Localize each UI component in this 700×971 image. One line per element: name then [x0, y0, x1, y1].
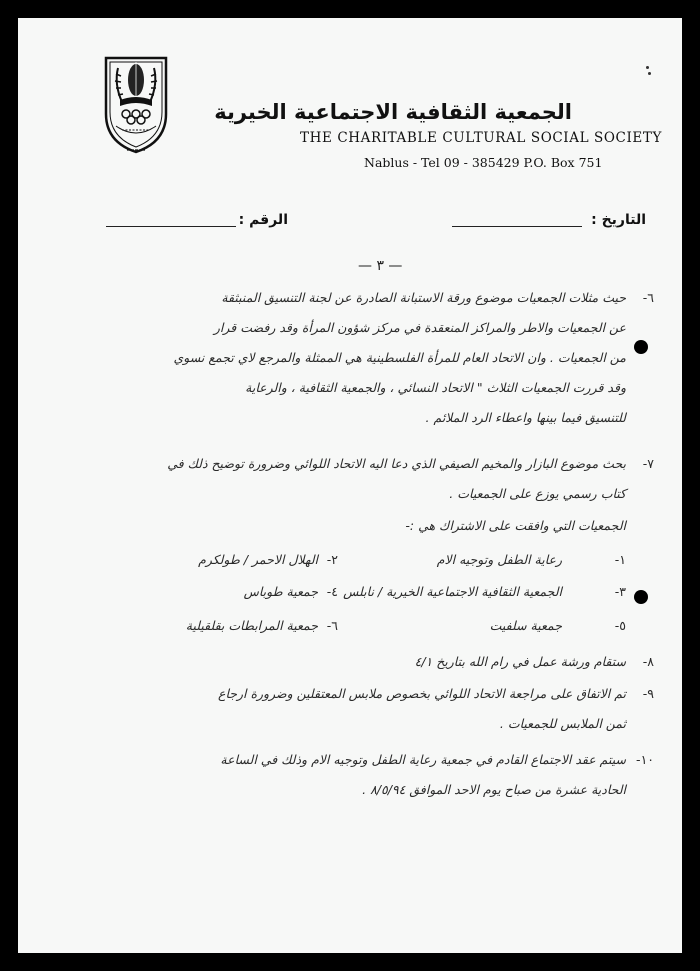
society-number: ٥- — [614, 618, 626, 633]
punch-hole — [634, 590, 648, 604]
org-name-english: THE CHARITABLE CULTURAL SOCIAL SOCIETY — [300, 130, 662, 146]
item-line: عن الجمعيات والاطر والمراكز المنعقدة في مركز شؤون المرأة وقد رفضت قرار — [213, 320, 626, 335]
society-name: جمعية سلفيت — [489, 618, 562, 633]
date-label: التاريخ : — [591, 212, 646, 228]
society-number: ٦- — [326, 618, 338, 633]
item-number: ٦- — [642, 290, 654, 305]
society-number: ٤- — [326, 584, 338, 599]
ref-label: الرقم : — [238, 212, 288, 228]
item-line: كتاب رسمي يوزع على الجمعيات . — [449, 486, 626, 501]
item-line: وقد قررت الجمعيات الثلاث " الاتحاد النسائي ، والجمعية الثقافية ، والرعاية — [245, 380, 626, 395]
org-address: Nablus - Tel 09 - 385429 P.O. Box 751 — [364, 155, 603, 170]
item-line: ثمن الملابس للجمعيات . — [499, 716, 626, 731]
society-name: الجمعية الثقافية الاجتماعية الخيرية / نابلس — [343, 584, 562, 599]
society-name: جمعية المرابطات بقلقيلية — [185, 618, 318, 633]
ref-line — [106, 226, 236, 227]
society-name: جمعية طوباس — [243, 584, 318, 599]
item-line: سيتم عقد الاجتماع القادم في جمعية رعاية الطفل وتوجيه الام وذلك في الساعة — [220, 752, 626, 767]
page-number: — ٣ — — [358, 258, 403, 274]
item-number: ٩- — [642, 686, 654, 701]
society-name: رعاية الطفل وتوجيه الام — [436, 552, 562, 567]
document-page — [18, 18, 682, 953]
item-line: الجمعيات التي وافقت على الاشتراك هي :- — [405, 518, 626, 533]
item-line: للتنسيق فيما بينها واعطاء الرد الملائم . — [425, 410, 626, 425]
ink-mark — [648, 72, 651, 75]
society-emblem-logo — [100, 54, 172, 154]
item-number: ٨- — [642, 654, 654, 669]
society-name: الهلال الاحمر / طولكرم — [198, 552, 318, 567]
item-number: ١٠- — [636, 752, 654, 767]
ink-mark — [646, 66, 649, 69]
item-line: تم الاتفاق على مراجعة الاتحاد اللوائي بخصوص ملابس المعتقلين وضرورة ارجاع — [217, 686, 626, 701]
date-line — [452, 226, 582, 227]
item-number: ٧- — [642, 456, 654, 471]
org-name-arabic: الجمعية الثقافية الاجتماعية الخيرية — [214, 100, 572, 124]
item-line: بحث موضوع البازار والمخيم الصيفي الذي دعا اليه الاتحاد اللوائي وضرورة توضيح ذلك في — [167, 456, 626, 471]
item-line: ستقام ورشة عمل في رام الله بتاريخ ٤/١ — [414, 654, 626, 669]
society-number: ١- — [614, 552, 626, 567]
item-line: الحادية عشرة من صباح يوم الاحد الموافق ٨/٥/٩٤ . — [362, 782, 626, 797]
item-line: من الجمعيات . وان الاتحاد العام للمرأة الفلسطينية هي الممثلة والمرجع لاي تجمع نسوي — [173, 350, 626, 365]
society-number: ٢- — [326, 552, 338, 567]
society-number: ٣- — [614, 584, 626, 599]
item-line: حيث مثلات الجمعيات موضوع ورقة الاستبانة الصادرة عن لجنة التنسيق المنبثقة — [221, 290, 626, 305]
punch-hole — [634, 340, 648, 354]
